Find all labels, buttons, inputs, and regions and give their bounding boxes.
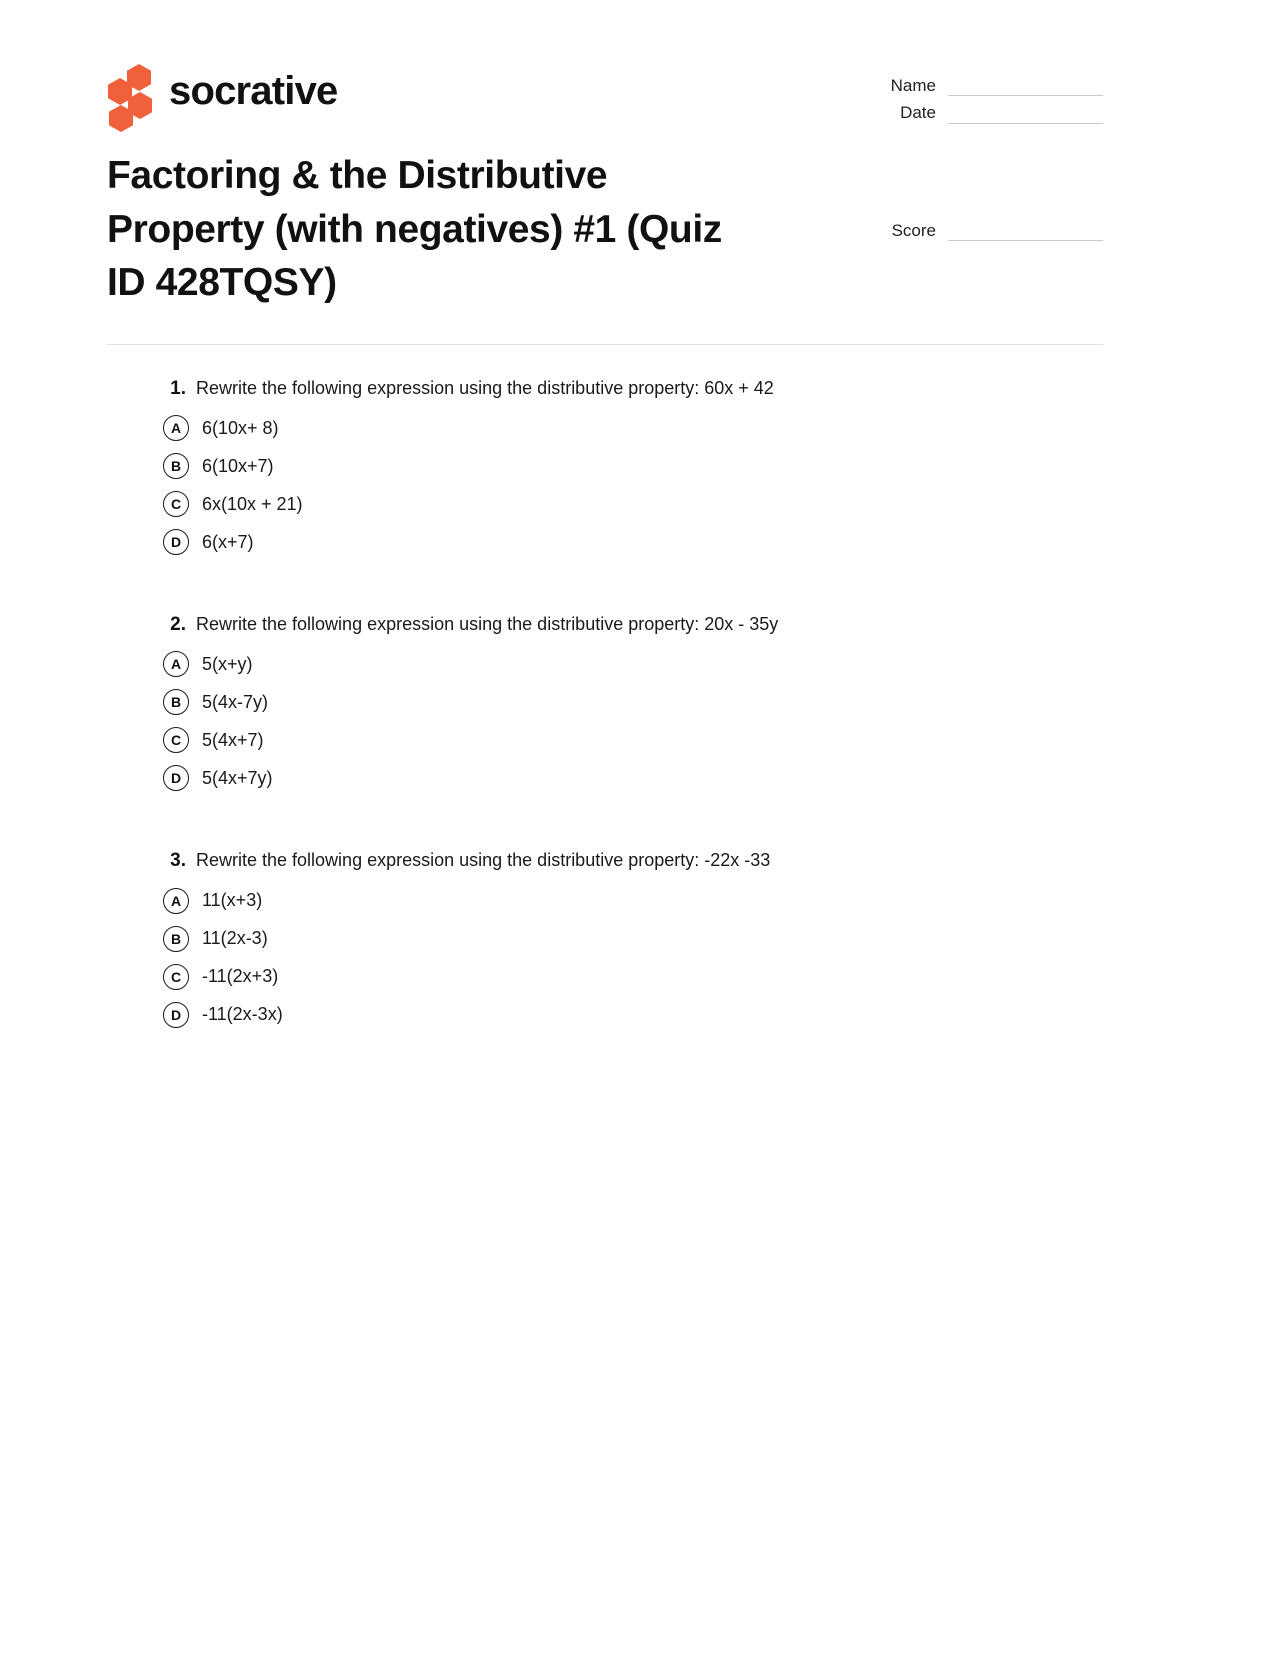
brand-wordmark: socrative xyxy=(169,69,338,113)
choice-text: 11(2x-3) xyxy=(202,927,268,948)
question-header xyxy=(107,611,1168,637)
question-prompt: Rewrite the following expression using the distributive property: 60x + 42 xyxy=(196,378,774,399)
choice-bubble-c[interactable]: C xyxy=(163,491,189,517)
title-row xyxy=(0,124,1275,310)
choice-bubble-a[interactable]: A xyxy=(163,651,189,677)
choice-list xyxy=(107,651,1168,791)
choice-bubble-d[interactable]: D xyxy=(163,529,189,555)
question-number: 3. xyxy=(170,850,186,872)
choice-bubble-b[interactable]: B xyxy=(163,453,189,479)
question-header xyxy=(107,847,1168,873)
choice-bubble-a[interactable]: A xyxy=(163,415,189,441)
choice-text: 6(10x+7) xyxy=(202,455,274,476)
choice-text: -11(2x+3) xyxy=(202,965,279,986)
choice-text: 5(4x+7) xyxy=(202,729,264,750)
choice-bubble-d[interactable]: D xyxy=(163,1002,189,1028)
choice-text: 6x(10x + 21) xyxy=(202,493,303,514)
choice-option[interactable] xyxy=(163,926,1168,952)
choice-option[interactable] xyxy=(163,1002,1168,1028)
choice-option[interactable] xyxy=(163,453,1168,479)
choice-text: -11(2x-3x) xyxy=(202,1003,283,1024)
name-field-row xyxy=(865,76,1103,96)
choice-option[interactable] xyxy=(163,491,1168,517)
question-prompt: Rewrite the following expression using the distributive property: -22x -33 xyxy=(196,850,771,871)
question-number: 2. xyxy=(170,614,186,636)
question-prompt: Rewrite the following expression using the distributive property: 20x - 35y xyxy=(196,614,779,635)
page-header xyxy=(0,0,1275,124)
score-field-block xyxy=(865,149,1103,241)
choice-text: 6(x+7) xyxy=(202,531,254,552)
name-field-input[interactable] xyxy=(948,76,1103,96)
question-item xyxy=(107,611,1168,791)
choice-text: 5(4x-7y) xyxy=(202,691,269,712)
question-header xyxy=(107,375,1168,401)
choice-option[interactable] xyxy=(163,689,1168,715)
choice-text: 11(x+3) xyxy=(202,889,263,910)
question-item xyxy=(107,847,1168,1027)
choice-bubble-a[interactable]: A xyxy=(163,888,189,914)
brand-logo xyxy=(107,58,337,120)
choice-bubble-c[interactable]: C xyxy=(163,964,189,990)
score-field-input[interactable] xyxy=(948,221,1103,241)
score-field-row xyxy=(865,221,1103,241)
choice-bubble-c[interactable]: C xyxy=(163,727,189,753)
score-field-label: Score xyxy=(891,220,936,240)
choice-bubble-b[interactable]: B xyxy=(163,926,189,952)
choice-option[interactable] xyxy=(163,529,1168,555)
student-meta-fields xyxy=(865,58,1103,124)
choice-list xyxy=(107,888,1168,1028)
choice-option[interactable] xyxy=(163,415,1168,441)
choice-option[interactable] xyxy=(163,964,1168,990)
date-field-label: Date xyxy=(900,103,936,123)
choice-bubble-d[interactable]: D xyxy=(163,765,189,791)
choice-text: 5(4x+7y) xyxy=(202,767,273,788)
choice-option[interactable] xyxy=(163,888,1168,914)
choice-list xyxy=(107,415,1168,555)
choice-option[interactable] xyxy=(163,727,1168,753)
choice-option[interactable] xyxy=(163,765,1168,791)
date-field-row xyxy=(865,103,1103,123)
questions-list xyxy=(0,345,1275,1027)
date-field-input[interactable] xyxy=(948,104,1103,124)
question-number: 1. xyxy=(170,378,186,400)
choice-bubble-b[interactable]: B xyxy=(163,689,189,715)
page-title: Factoring & the Distributive Property (with negatives) #1 (Quiz ID 428TQSY) xyxy=(107,153,722,305)
socrative-hexagon-logo-icon xyxy=(107,64,155,120)
choice-text: 6(10x+ 8) xyxy=(202,417,279,438)
question-item xyxy=(107,375,1168,555)
choice-text: 5(x+y) xyxy=(202,653,253,674)
name-field-label: Name xyxy=(890,76,936,95)
choice-option[interactable] xyxy=(163,651,1168,677)
